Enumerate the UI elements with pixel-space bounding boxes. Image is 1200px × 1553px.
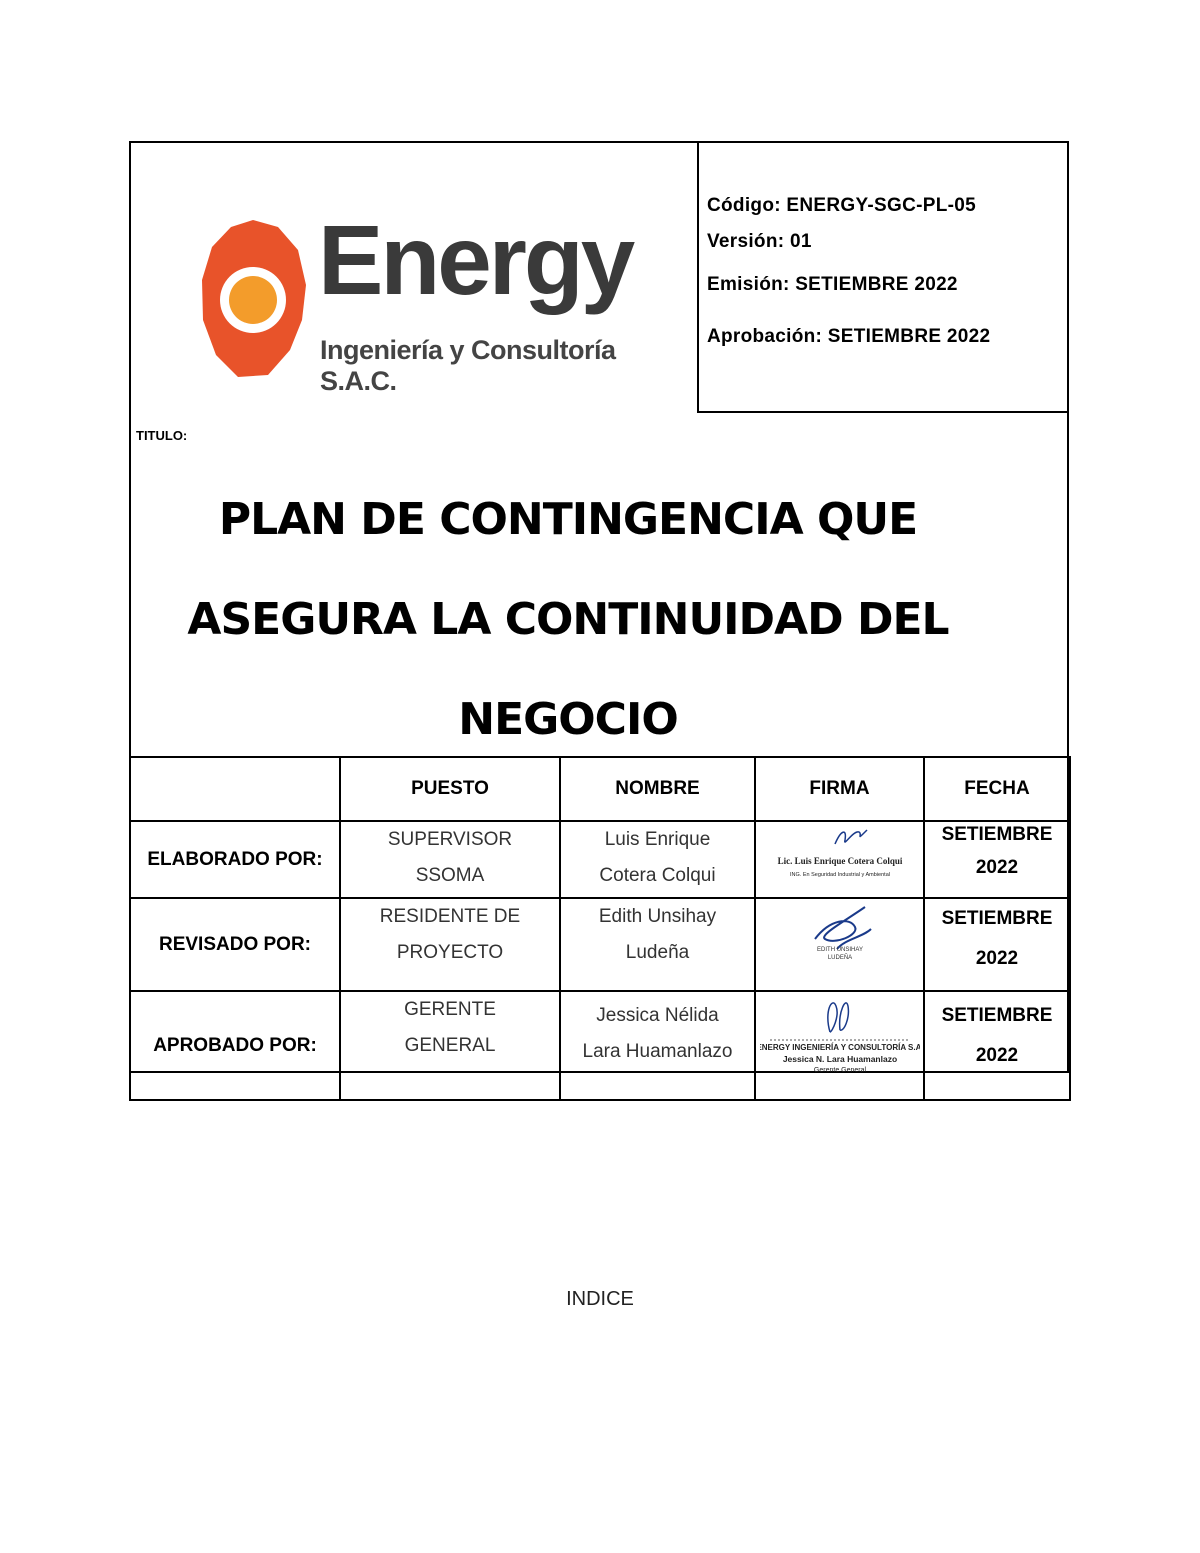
fecha-line: SETIEMBRE xyxy=(941,824,1053,845)
firma-cell xyxy=(755,991,924,1100)
fecha-line: 2022 xyxy=(975,1045,1019,1066)
table-row xyxy=(130,821,1070,898)
puesto-cell xyxy=(340,991,560,1100)
nombre-cell xyxy=(560,821,755,898)
header-puesto: PUESTO xyxy=(340,757,560,821)
signature-company: ENERGY INGENIERÍA Y CONSULTORÍA S.A. xyxy=(759,1043,920,1052)
fecha-cell xyxy=(924,821,1070,898)
nombre-line: Cotera Colqui xyxy=(599,865,716,886)
approval-table xyxy=(129,756,1071,1101)
signature-name: Jessica N. Lara Huamanlazo xyxy=(782,1054,897,1064)
title-line-1: PLAN DE CONTINGENCIA QUE xyxy=(218,494,918,545)
puesto-line: SSOMA xyxy=(415,865,485,886)
puesto-line: PROYECTO xyxy=(396,942,504,963)
signature-image xyxy=(775,822,905,884)
puesto-cell xyxy=(340,898,560,991)
puesto-line: SUPERVISOR xyxy=(387,829,513,850)
fecha-cell xyxy=(924,898,1070,991)
fecha-line: SETIEMBRE xyxy=(941,908,1053,929)
signature-image xyxy=(775,899,905,977)
puesto-line: GERENTE xyxy=(404,999,496,1020)
role-cell: ELABORADO POR: xyxy=(130,821,340,898)
titulo-label: TITULO: xyxy=(136,428,188,443)
aprobacion: Aprobación: SETIEMBRE 2022 xyxy=(707,326,991,347)
signature-title: Gerente General xyxy=(813,1067,866,1074)
header-empty xyxy=(130,757,340,821)
role-cell: REVISADO POR: xyxy=(130,898,340,991)
title-line-3: NEGOCIO xyxy=(458,694,678,745)
emision: Emisión: SETIEMBRE 2022 xyxy=(707,274,958,295)
indice-heading: INDICE xyxy=(566,1288,634,1310)
nombre-cell xyxy=(560,991,755,1100)
fecha-line: 2022 xyxy=(975,857,1019,878)
puesto-cell xyxy=(340,821,560,898)
title-line-2: ASEGURA LA CONTINUIDAD DEL xyxy=(187,594,949,645)
firma-cell xyxy=(755,821,924,898)
signature-title: ING. En Seguridad Industrial y Ambiental xyxy=(789,872,890,878)
fecha-line: 2022 xyxy=(975,948,1019,969)
nombre-line: Lara Huamanlazo xyxy=(582,1041,733,1062)
table-row xyxy=(130,991,1070,1100)
table-header-row xyxy=(130,757,1070,821)
firma-cell xyxy=(755,898,924,991)
document-meta-box xyxy=(697,141,1069,413)
puesto-line: GENERAL xyxy=(404,1035,496,1056)
fecha-line: SETIEMBRE xyxy=(941,1005,1053,1026)
fecha-cell xyxy=(924,991,1070,1100)
codigo: Código: ENERGY-SGC-PL-05 xyxy=(707,195,976,216)
header-nombre: NOMBRE xyxy=(560,757,755,821)
signature-name: EDITH UNSIHAY xyxy=(816,947,863,953)
logo-subtitle: Ingeniería y Consultoría S.A.C. xyxy=(320,335,616,396)
signature-name: Lic. Luis Enrique Cotera Colqui xyxy=(777,856,902,866)
document-title xyxy=(187,470,1070,770)
company-logo xyxy=(198,205,633,396)
role-cell: APROBADO POR: xyxy=(130,991,340,1100)
header-fecha: FECHA xyxy=(924,757,1070,821)
logo-brand: Energy xyxy=(318,205,633,315)
nombre-line: Jessica Nélida xyxy=(596,1005,719,1026)
header-firma: FIRMA xyxy=(755,757,924,821)
gear-circle-icon xyxy=(198,215,308,385)
puesto-line: RESIDENTE DE xyxy=(379,906,521,927)
nombre-line: Edith Unsihay xyxy=(598,906,717,927)
version: Versión: 01 xyxy=(707,231,812,252)
table-row xyxy=(130,898,1070,991)
nombre-cell xyxy=(560,898,755,991)
nombre-line: Ludeña xyxy=(625,942,690,963)
signature-title: LUDEÑA xyxy=(827,955,852,961)
nombre-line: Luis Enrique xyxy=(604,829,711,850)
signature-image xyxy=(760,992,920,1086)
